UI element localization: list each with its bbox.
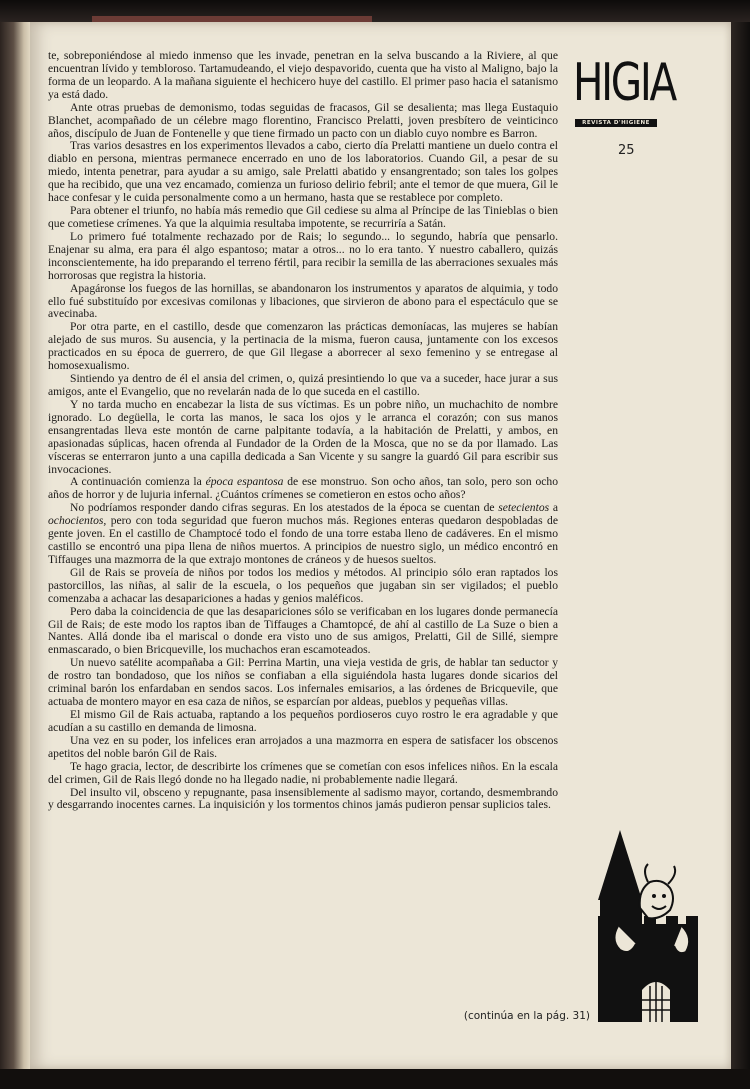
- paragraph: [48, 140, 558, 205]
- paragraph: [48, 657, 558, 709]
- paragraph: [48, 231, 558, 283]
- paragraph: [48, 283, 558, 322]
- paragraph-text: Apagáronse los fuegos de las hornillas, se abandonaron los instrumentos y aparatos de alquimia, y todo ello fué substituído por excesivas comilonas y libaciones, que sirvieron de abono para el espectáculo que se avecinaba.: [48, 281, 558, 321]
- paragraph-text: Por otra parte, en el castillo, desde que comenzaron las prácticas demoníacas, las mujeres se habían alejado de sus muros. Su ausencia, y la pertinacia de la misma, fueron causa, juntamente con los excesos practicados en su época de guerrero, de que Gil llegase a aborrecer al sexo femenino y se entregase al homosexualismo.: [48, 320, 558, 373]
- paragraph-text: de ese monstruo. Son ocho años, tan solo, pero son ocho años de horror y de lujuria infernal. ¿Cuántos crímenes se cometieron en estos ocho años?: [48, 475, 558, 502]
- paragraph-text: Un nuevo satélite acompañaba a Gil: Perrina Martin, una vieja vestida de gris, de hablar tan seductor y de rostro tan bondadoso, que los niños se confiaban a ella siguiéndola hasta lugares donde sicarios del criminal barón los enfardaban en sendos sacos. Los infernales emisarios, a las órdenes de Bricquevile, que actuaba de montero mayor en esa caza de niños, se esparcían por aldeas, pueblos y pequeñas villas.: [48, 656, 558, 709]
- logo-wordmark: HIGIA: [573, 53, 675, 113]
- emphasis-text: ochocientos,: [48, 514, 107, 528]
- paragraph-text: Gil de Rais se proveía de niños por todos los medios y métodos. Al principio sólo eran raptados los pastorcillos, las niñas, al salir de la escuela, o los pequeños que jugaban sin ser vigilados; el pueblo comenzaba a achacar las desapariciones a hadas y genios maléficos.: [48, 565, 558, 605]
- paragraph-text: Te hago gracia, lector, de describirte los crímenes que se cometían con esos infelices niños. En la escala del crimen, Gil de Rais llegó donde no ha llegado nadie, ni probablemente nadie llegará.: [48, 759, 558, 786]
- paragraph: [48, 606, 558, 658]
- paragraph: [48, 476, 558, 502]
- emphasis-text: época espantosa: [205, 475, 284, 489]
- paragraph-text: No podríamos responder dando cifras seguras. En los atestados de la época se cuentan de: [70, 501, 499, 515]
- magazine-logo: [573, 53, 675, 133]
- paragraph: [48, 373, 558, 399]
- paragraph-text: Ante otras pruebas de demonismo, todas seguidas de fracasos, Gil se desalienta; mas llega Eustaquio Blanchet, acompañado de un célebre mago florentino, Francisco Prelatti, joven presbítero de veinticinco años, discípulo de Juan de Fontenelle y que tiene firmado un pacto con un diablo cuyo nombre es Barron.: [48, 100, 558, 140]
- paragraph-text: Sintiendo ya dentro de él el ansia del crimen, o, quizá presintiendo lo que va a suceder, hace jurar a sus amigos, ante el Evangelio, que no revelarán nada de lo que suceda en el castillo.: [48, 372, 558, 398]
- continued-note: (continúa en la pág. 31): [463, 1010, 590, 1022]
- paragraph-text: te, sobreponiéndose al miedo inmenso que les invade, penetran en la selva buscando a la Riviere, al que encuentran lívido y tembloroso. Tartamudeando, el viejo despavorido, cuenta que ha visto al Maligno, bajo la forma de un leopardo. A la mañana siguiente el hechicero huye del castillo. El primer paso hacia el satanismo ya está dado.: [48, 49, 558, 101]
- article-body: [48, 50, 558, 812]
- page-number: 25: [618, 143, 635, 158]
- paragraph-text: Una vez en su poder, los infelices eran arrojados a una mazmorra en espera de satisfacer los obscenos apetitos del noble barón Gil de Rais.: [48, 733, 558, 760]
- scan-border-right: [731, 22, 750, 1069]
- logo-subtitle: REVISTA D'HIGIENE: [575, 119, 657, 127]
- paragraph: [48, 761, 558, 787]
- paragraph-text: Tras varios desastres en los experimentos llevados a cabo, cierto día Prelatti mantiene un duelo contra el diablo en persona, mientras permanece encerrado en uno de los laboratorios. Cuando Gil, a pesar de su miedo, intenta penetrar, para ayudar a su amigo, sale Prelatti abatido y ensangrentado; son tales los golpes que ha recibido, que una vez encamado, comienza un furioso delirio febril; ante el temor de que muera, Gil le hace confesar y le cuida personalmente como a un hermano, hasta que se restablece por completo.: [48, 139, 558, 205]
- paragraph: [48, 321, 558, 373]
- paragraph: [48, 502, 558, 567]
- castle-tower-illustration: [590, 830, 700, 1030]
- emphasis-text: setecientos: [498, 501, 550, 515]
- paragraph: [48, 787, 558, 813]
- book-binding: [0, 22, 30, 1072]
- paragraph: [48, 709, 558, 735]
- paragraph: [48, 567, 558, 606]
- paragraph-text: pero con toda seguridad que fueron muchos más. Regiones enteras quedaron despobladas de gente joven. En el castillo de Champtocé todo el fondo de una torre estaba lleno de cadáveres. En el mismo castillo se encontró una pipa llena de niños muertos. A principios de nuestro siglo, un médico encontró en Tiffauges una mazmorra de la que extrajo montones de cráneos y de huesos sueltos.: [48, 514, 558, 566]
- paragraph: [48, 399, 558, 477]
- paragraph: [48, 735, 558, 761]
- paragraph-text: Del insulto vil, obsceno y repugnante, pasa insensiblemente al sadismo mayor, cortando, desmembrando y desgarrando inocentes carnes. La inquisición y los tormentos chinos jamás pudieron pensar suplicios tales.: [48, 785, 558, 812]
- paragraph: [48, 205, 558, 231]
- scan-border-bottom: [0, 1069, 750, 1089]
- paragraph-text: Pero daba la coincidencia de que las desapariciones sólo se verificaban en los lugares donde permanecía Gil de Rais; de este modo los raptos iban de Tiffauges a Chamtopcé, de ahí al castillo de La Suze o bien a Nantes. Allá donde iba el mariscal o donde era visto uno de sus amigos, Prelatti, Gil de Sillé, siempre enmascarado, o bien Bricqueville, los muchachos eran escamoteados.: [48, 604, 558, 657]
- paragraph-text: a: [549, 501, 559, 515]
- paragraph: [48, 102, 558, 141]
- paragraph-text: Y no tarda mucho en encabezar la lista de sus víctimas. Es un pobre niño, un muchachito de nombre ignorado. Lo degüella, le corta las manos, le saca los ojos y le arranca el corazón; con sus manos ensangrentadas lleva este montón de carne palpitante todavía, a la habitación de Prelatti, y ambos, en apasionadas súplicas, hacen ofrenda al Fundador de la Orden de la Mosca, que no se da por llamado. Las vísceras se enterraron junto a una capilla dedicada a San Vicente y su sangre la guardó Gil para escribir sus invocaciones.: [48, 397, 558, 476]
- paragraph-text: A continuación comienza la: [70, 475, 206, 489]
- paragraph-text: El mismo Gil de Rais actuaba, raptando a los pequeños pordioseros cuyo rostro le era agradable y que acudían a su castillo en demanda de limosna.: [48, 708, 558, 734]
- paragraph-text: Para obtener el triunfo, no había más remedio que Gil cediese su alma al Príncipe de las Tinieblas o bien que cometiese crímenes. Ya que la alquimia resultaba impotente, se recurriría a Satán.: [48, 204, 558, 230]
- paragraph: [48, 50, 558, 102]
- paragraph-text: Lo primero fué totalmente rechazado por de Rais; lo segundo... lo segundo, habría que pensarlo. Enajenar su alma, era para él algo espantoso; matar a otros... no lo era tanto. Y nuestro caballero, quizás inconscientemente, ha ido preparando el terreno fértil, para recibir la semilla de las aberraciones sexuales más horrorosas que registra la historia.: [48, 229, 558, 282]
